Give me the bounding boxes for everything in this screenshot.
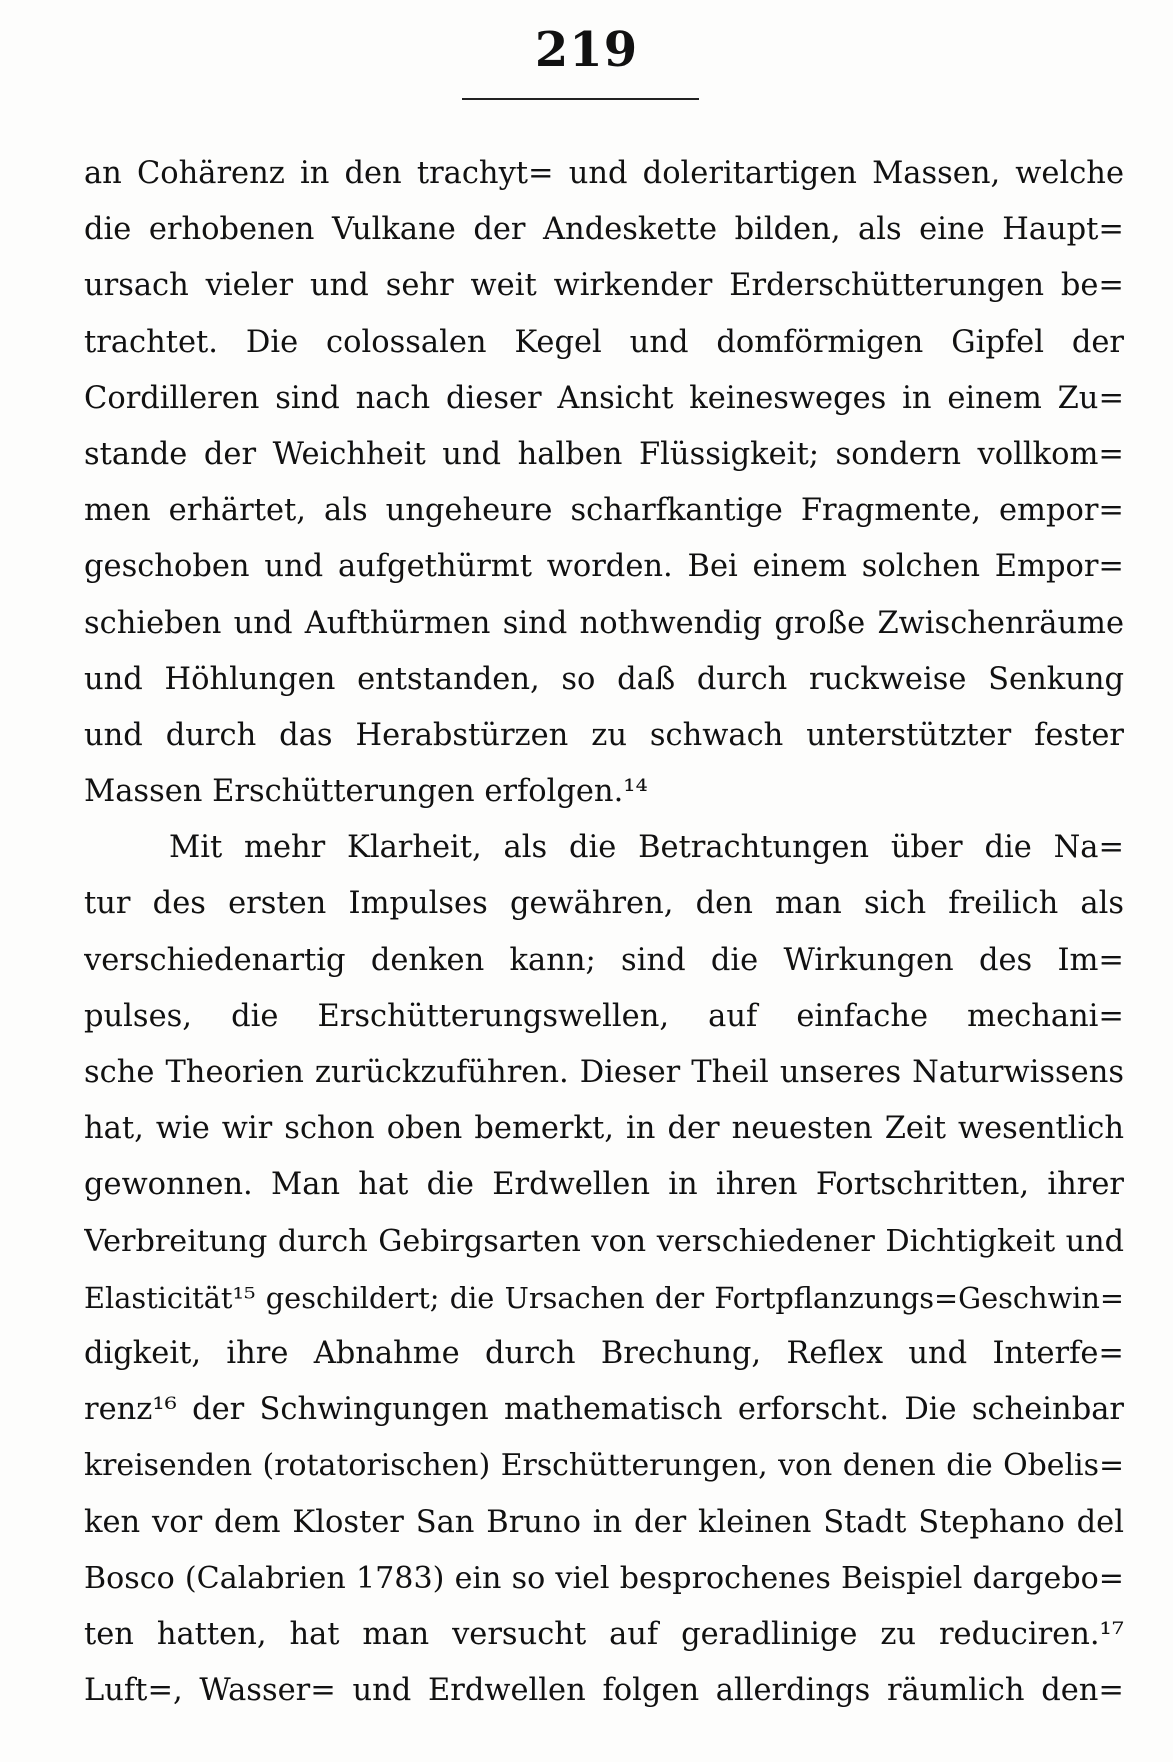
- text-line: sche Theorien zurückzuführen. Dieser Theil unseres Naturwissens: [84, 1055, 1124, 1090]
- text-line: hat, wie wir schon oben bemerkt, in der neuesten Zeit wesentlich: [84, 1111, 1124, 1147]
- text-line: schieben und Aufthürmen sind nothwendig große Zwischenräume: [84, 605, 1124, 641]
- text-line: trachtet. Die colossalen Kegel und domförmigen Gipfel der: [84, 324, 1124, 360]
- text-line: Mit mehr Klarheit, als die Betrachtungen über die Na=: [169, 830, 1124, 866]
- text-line: Luft=, Wasser= und Erdwellen folgen allerdings räumlich den=: [84, 1673, 1124, 1709]
- text-line: geschoben und aufgethürmt worden. Bei einem solchen Empor=: [84, 549, 1124, 585]
- text-line: kreisenden (rotatorischen) Erschütterungen, von denen die Obelis=: [84, 1448, 1124, 1484]
- text-line: digkeit, ihre Abnahme durch Brechung, Reflex und Interfe=: [84, 1335, 1124, 1371]
- text-line: gewonnen. Man hat die Erdwellen in ihren Fortschritten, ihrer: [84, 1167, 1124, 1203]
- body-text: [84, 146, 1124, 1719]
- text-line: Elasticität¹⁵ geschildert; die Ursachen der Fortpflanzungs=Geschwin=: [84, 1280, 1124, 1315]
- text-line: verschiedenartig denken kann; sind die Wirkungen des Im=: [84, 942, 1124, 978]
- text-line: men erhärtet, als ungeheure scharfkantige Fragmente, empor=: [84, 493, 1124, 529]
- header-rule: [462, 98, 699, 100]
- text-line: ursach vieler und sehr weit wirkender Erderschütterungen be=: [84, 268, 1124, 304]
- text-line: an Cohärenz in den trachyt= und doleritartigen Massen, welche: [84, 156, 1124, 191]
- text-line: und Höhlungen entstanden, so daß durch ruckweise Senkung: [84, 661, 1124, 697]
- text-line: tur des ersten Impulses gewähren, den man sich freilich als: [84, 886, 1124, 922]
- text-line: Bosco (Calabrien 1783) ein so viel besprochenes Beispiel dargebo=: [84, 1560, 1124, 1596]
- text-line: ten hatten, hat man versucht auf geradlinige zu reduciren.¹⁷: [84, 1616, 1124, 1652]
- text-line: pulses, die Erschütterungswellen, auf einfache mechani=: [84, 998, 1124, 1034]
- page-number: 219: [534, 22, 639, 78]
- text-line: ken vor dem Kloster San Bruno in der kleinen Stadt Stephano del: [84, 1504, 1124, 1540]
- text-line: und durch das Herabstürzen zu schwach unterstützter fester: [84, 717, 1124, 753]
- text-line: Cordilleren sind nach dieser Ansicht keinesweges in einem Zu=: [84, 380, 1124, 416]
- text-line: stande der Weichheit und halben Flüssigkeit; sondern vollkom=: [84, 436, 1124, 472]
- text-line: renz¹⁶ der Schwingungen mathematisch erforscht. Die scheinbar: [84, 1392, 1124, 1428]
- text-line: die erhobenen Vulkane der Andeskette bilden, als eine Haupt=: [84, 212, 1124, 248]
- text-line: Massen Erschütterungen erfolgen.¹⁴: [84, 774, 648, 810]
- text-line: Verbreitung durch Gebirgsarten von verschiedener Dichtigkeit und: [84, 1223, 1124, 1259]
